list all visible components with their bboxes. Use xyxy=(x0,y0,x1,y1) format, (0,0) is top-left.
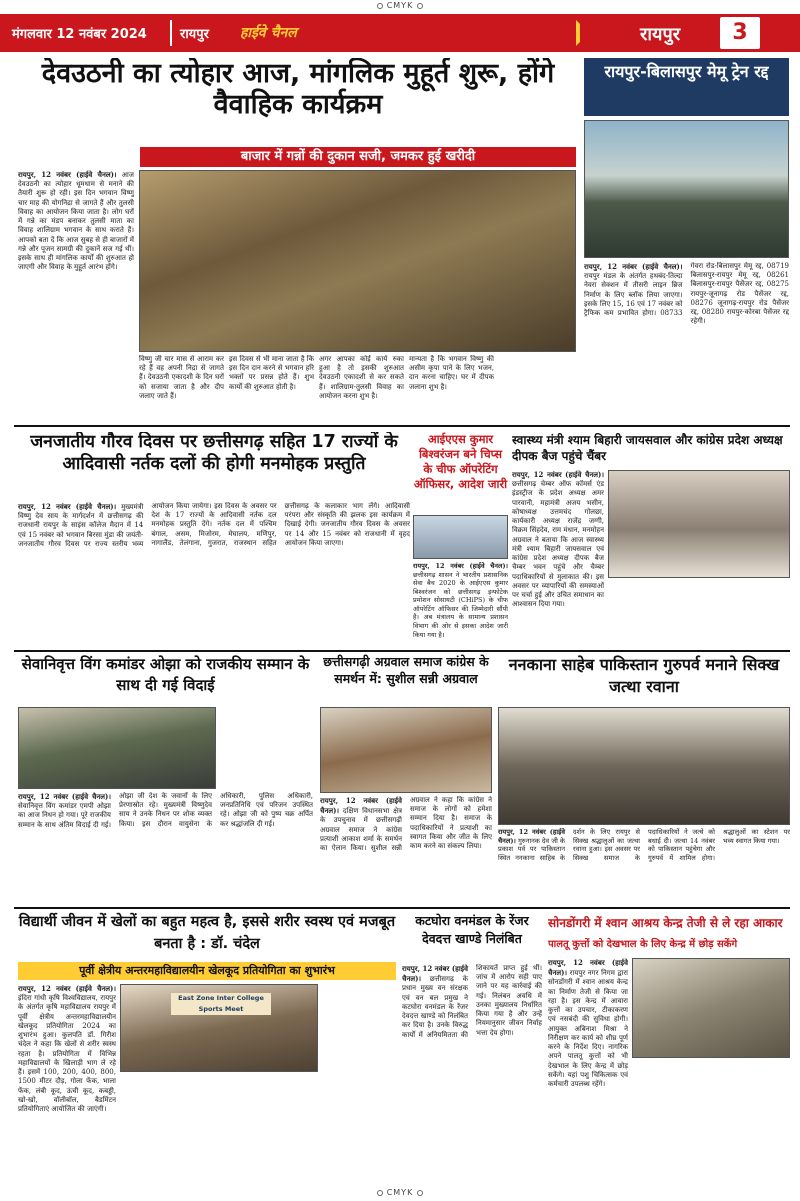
tribal-dateline: रायपुर, 12 नवंबर (हाईवे चैनल)। xyxy=(18,502,117,511)
ranger-dateline: रायपुर, 12 नवंबर (हाईवे चैनल)। xyxy=(402,964,468,984)
dog-dateline: रायपुर, 12 नवंबर (हाईवे चैनल)। xyxy=(548,958,628,978)
cmyk-mark-bottom: CMYK xyxy=(0,1188,800,1197)
rail-body xyxy=(584,262,789,420)
section-divider-3 xyxy=(14,907,790,909)
health-dateline: रायपुर, 12 नवंबर (हाईवे चैनल)। xyxy=(512,470,604,479)
section-divider xyxy=(14,425,790,427)
dog-subheadline: पालतू कुत्तों को देखभाल के लिए केन्द्र में छोड़ सकेंगे xyxy=(548,939,738,950)
rail-dateline: रायपुर, 12 नवंबर (हाईवे चैनल)। xyxy=(584,262,683,271)
agrawal-text: दक्षिण विधानसभा क्षेत्र के उपचुनाव में छत्तीसगढ़ी अग्रवाल समाज ने कांग्रेस प्रत्याशी आकाश शर्मा के समर्थन का ऐलान किया। सुशील सन्नी अग्रवाल ने कहा कि कांग्रेस ने समाज के लोगों को हमेशा सम्मान दिया है। समाज के पदाधिकारियों ने प्रत्याशी का स्वागत किया और जीत के लिए काम करने का संकल्प लिया। xyxy=(320,796,492,853)
lead-dateline: रायपुर, 12 नवंबर (हाईवे चैनल)। xyxy=(18,170,117,179)
agrawal-headline: छत्तीसगढ़ी अग्रवाल समाज कांग्रेस के समर्थन में: सुशील सन्नी अग्रवाल xyxy=(323,654,489,686)
cmyk-mark-top: CMYK xyxy=(0,1,800,10)
health-body xyxy=(512,470,604,648)
rail-headline: रायपुर-बिलासपुर मेमू ट्रेन रद्द xyxy=(584,58,789,116)
sports-body xyxy=(18,984,116,1169)
ias-photo-building xyxy=(413,515,508,559)
agrawal-photo xyxy=(320,707,492,793)
lead-headline: देवउठनी का त्योहार आज, मांगलिक मुहूर्त शुरू, होंगे वैवाहिक कार्यक्रम xyxy=(41,58,555,121)
page-tag-box xyxy=(580,14,800,52)
lead-body-col6 xyxy=(499,355,576,421)
section-divider-2 xyxy=(14,650,790,652)
ranger-headline: कटघोरा वनमंडल के रेंजर देवदत्त खाण्डे निलंबित xyxy=(415,913,529,946)
header-city: रायपुर xyxy=(180,27,209,42)
tribal-text: मुख्यमंत्री विष्णु देव साय के मार्गदर्शन में छत्तीसगढ़ की राजधानी रायपुर के साइंस कॉलेज मैदान में 14 एवं 15 नवंबर को भगवान बिरसा मुंडा की जयंती-जनजातीय गौरव दिवस पर राज्य स्तरीय भव्य आयोजन किया जायेगा। इस दिवस के अवसर पर देश के 17 राज्यों के आदिवासी नर्तक दल मनमोहक प्रस्तुति देंगे। नर्तक दल में पश्चिम बंगाल, असम, मिजोरम, मेघालय, मणिपुर, नागालैंड, तेलंगाना, गुजरात, राजस्थान सहित छत्तीसगढ़ के कलाकार भाग लेंगे। आदिवासी परंपरा और संस्कृति की झलक इस कार्यक्रम में दिखाई देगी। जनजातीय गौरव दिवस के अवसर पर 14 और 15 नवंबर को राजधानी में वृहद आयोजन किया जाएगा। xyxy=(18,502,410,548)
health-text: छत्तीसगढ़ चेम्बर ऑफ कॉमर्स एंड इंडस्ट्रीज के प्रदेश अध्यक्ष अमर पारवानी, महामंत्री अजय भसीन, कोषाध्यक्ष उत्तमचंद गोलछा, कार्यकारी अध्यक्ष राजेंद्र जग्गी, विक्रम सिंहदेव, राम मंधान, मनमोहन अग्रवाल ने बताया कि आज स्वास्थ्य मंत्री श्याम बिहारी जायसवाल एवं कांग्रेस प्रदेश अध्यक्ष दीपक बैज चैम्बर भवन पहुंचे और चैम्बर पदाधिकारियों से मुलाकात की। इस अवसर पर व्यापारियों की समस्याओं पर चर्चा हुई और उचित समाधान का आश्वासन दिया गया। xyxy=(512,480,604,609)
ojha-body xyxy=(18,792,313,902)
sports-subheadline: पूर्वी क्षेत्रीय अन्तरमहाविद्यालयीन खेलकूद प्रतियोगिता का शुभारंभ xyxy=(18,962,396,980)
dog-body xyxy=(548,958,628,1169)
sports-banner: East Zone Inter College Sports Meet xyxy=(171,993,271,1015)
dog-body-2 xyxy=(632,1060,790,1169)
agrawal-dateline: रायपुर, 12 नवंबर (हाईवे चैनल)। xyxy=(320,796,402,816)
lead-body-col4: अगर आपका कोई कार्य रुका हुआ है तो इसकी शुरुआत देवउठनी एकादशी से कर सकते हैं। शालिग्राम-तुलसी विवाह का आयोजन करना शुभ है। xyxy=(319,355,404,400)
dog-text: रायपुर नगर निगम द्वारा सोनडोंगरी में श्वान आश्रय केन्द्र का निर्माण तेजी से किया जा रहा है। इस केन्द्र में आवारा कुत्तों का उपचार, टीकाकरण एवं नसबंदी की सुविधा होगी। आयुक्त अबिनाश मिश्रा ने निरीक्षण कर कार्य को शीघ्र पूर्ण करने के निर्देश दिए। नागरिक अपने पालतू कुत्तों को भी देखभाल के लिए केन्द्र में छोड़ सकेंगे। यहां पशु चिकित्सक एवं कर्मचारी उपलब्ध रहेंगे। xyxy=(548,969,628,1089)
lead-text-1: आज देवउठनी का त्योहार धूमधाम से मनाने की तैयारी शुरू हो रही। इस दिन भगवान विष्णु चार माह की योगनिद्रा से जागते हैं और तुलसी विवाह का आयोजन किया जाता है। लोग घरों में गन्ने का मंडप बनाकर तुलसी माता का विवाह शालिग्राम भगवान के साथ कराते हैं। आपको बता दें कि आज सुबह से ही बाजारों में गन्ने और पूजन सामग्री की दुकानें सज गई थीं। इसके साथ ही मांगलिक कार्यों की शुरुआत हो जाएगी और विवाह के मुहूर्त आरंभ होंगे। xyxy=(18,171,134,272)
lead-photo-sugarcane-market xyxy=(139,170,576,352)
agrawal-body xyxy=(320,796,492,902)
page-number: 3 xyxy=(720,17,760,49)
ias-text: छत्तीसगढ़ शासन ने भारतीय प्रशासनिक सेवा बैच 2020 के आईएएस कुमार बिश्वरंजन को छत्तीसगढ़ इन्फोटेक प्रमोशन सोसायटी (CHiPS) के चीफ ऑपरेटिंग ऑफिसर की जिम्मेदारी सौंपी है। अब मंत्रालय के सामान्य प्रशासन विभाग की ओर से इसका आदेश जारी किया गया है। xyxy=(413,570,508,639)
lead-body-col5: मान्यता है कि भगवान विष्णु की असीम कृपा पाने के लिए भजन, दान करना चाहिए। घर में दीपक जलाना शुभ है। xyxy=(409,355,494,391)
sports-dateline: रायपुर, 12 नवंबर (हाईवे चैनल)। xyxy=(18,984,116,993)
ranger-body xyxy=(402,964,542,1169)
ojha-text: सेवानिवृत्त विंग कमांडर एमपी ओझा का आज निधन हो गया। पूरे राजकीय सम्मान के साथ अंतिम विदाई दी गई। ओझा जी देश के जवानों के लिए प्रेरणास्रोत रहे। मुख्यमंत्री विष्णुदेव साय ने उनके निधन पर शोक व्यक्त किया। इस दौरान वायुसेना के अधिकारी, पुलिस अधिकारी, जनप्रतिनिधि एवं परिजन उपस्थित रहे। ओझा जी को पुष्प चक्र अर्पित कर श्रद्धांजलि दी गई। xyxy=(18,792,313,829)
rail-text: रायपुर मंडल के अंतर्गत हथबंद-तिल्दा नेवरा सेक्शन में तीसरी लाइन ब्रिज निर्माण के लिए ब्लॉक लिया जाएगा। इसके लिए 15, 16 एवं 17 नवंबर को ट्रैफिक कम प्रभावित होगा। 08733 गेवरा रोड-बिलासपुर मेमू रद्द, 08719 बिलासपुर-रायपुर मेमू रद्द, 08261 बिलासपुर-रायपुर पैसेंजर रद्द, 08275 रायपुर-जूनागढ़ रोड पैसेंजर रद्द, 08276 जूनागढ़-रायपुर रोड पैसेंजर रद्द, 08280 रायपुर-कोरबा पैसेंजर रद्द रहेगी। xyxy=(584,262,789,326)
nankana-text: गुरुनानक देव जी के प्रकाश पर्व पर पाकिस्तान स्थित ननकाना साहिब के दर्शन के लिए रायपुर से सिक्ख श्रद्धालुओं का जत्था रवाना हुआ। इस अवसर पर सिक्ख समाज के पदाधिकारियों ने जत्थे को बधाई दी। जत्था 14 नवंबर को पाकिस्तान पहुंचेगा और गुरुपर्व में शामिल होगा। श्रद्धालुओं का स्टेशन पर भव्य स्वागत किया गया। xyxy=(498,828,790,863)
tribal-headline: जनजातीय गौरव दिवस पर छत्तीसगढ़ सहित 17 राज्यों के आदिवासी नर्तक दलों की होगी मनमोहक प्रस्तुति xyxy=(30,432,398,474)
health-body-2 xyxy=(608,580,790,648)
ojha-dateline: रायपुर, 12 नवंबर (हाईवे चैनल)। xyxy=(18,792,111,801)
lead-body-col1 xyxy=(18,170,134,420)
header-divider xyxy=(170,20,172,46)
nankana-dateline: रायपुर, 12 नवंबर (हाईवे चैनल)। xyxy=(498,828,565,845)
ojha-headline: सेवानिवृत्त विंग कमांडर ओझा को राजकीय सम्मान के साथ दी गई विदाई xyxy=(21,655,310,694)
ranger-text: छत्तीसगढ़ के प्रधान मुख्य वन संरक्षक एवं वन बल प्रमुख ने कटघोरा वनमंडल के रेंजर देवदत्त खाण्डे को निलंबित कर दिया है। उनके विरुद्ध कार्यों में अनियमितता की शिकायतें प्राप्त हुई थीं। जांच में आरोप सही पाए जाने पर यह कार्रवाई की गई। निलंबन अवधि में उनका मुख्यालय निर्धारित किया गया है और उन्हें नियमानुसार जीवन निर्वाह भत्ता देय होगा। xyxy=(402,964,542,1039)
sports-photo-inauguration xyxy=(120,984,318,1072)
health-photo-chamber xyxy=(608,470,790,578)
lead-body-col3: इस दिवस से भी माना जाता है कि इस दिन दान करने से भगवान हरि भक्तों पर प्रसन्न होते हैं। शुभ कार्यों की शुरुआत होती है। xyxy=(229,355,314,391)
nankana-photo-jatha xyxy=(498,707,790,825)
sports-text: इंदिरा गांधी कृषि विश्वविद्यालय, रायपुर के अंतर्गत कृषि महाविद्यालय रायपुर में पूर्वी क्षेत्रीय अन्तरमहाविद्यालयीन खेलकूद प्रतियोगिता 2024 का शुभारंभ हुआ। कुलपति डॉ. गिरीश चंदेल ने कहा कि खेलों से शरीर स्वस्थ रहता है। प्रतियोगिता में विभिन्न महाविद्यालयों के खिलाड़ी भाग ले रहे हैं। इसमें 100, 200, 400, 800, 1500 मीटर दौड़, गोला फेंक, भाला फेंक, लंबी कूद, ऊंची कूद, कबड्डी, खो-खो, वॉलीबॉल, बैडमिंटन प्रतियोगिताएं आयोजित की जाएंगी। xyxy=(18,994,116,1114)
ias-body xyxy=(413,562,508,648)
nankana-headline: ननकाना साहेब पाकिस्तान गुरुपर्व मनाने सिक्ख जत्था रवाना xyxy=(508,655,780,697)
dog-photo-site xyxy=(632,958,790,1058)
rail-photo-train xyxy=(584,120,789,258)
page-header xyxy=(0,14,800,52)
lead-subheadline: बाजार में गन्नों की दुकान सजी, जमकर हुई खरीदी xyxy=(140,147,576,167)
dog-headline: सोनडोंगरी में श्वान आश्रय केन्द्र तेजी से ले रहा आकार xyxy=(548,916,783,930)
masthead-logo: हाईवे चैनल xyxy=(240,25,297,41)
tribal-body xyxy=(18,502,410,647)
nankana-body xyxy=(498,828,790,902)
ias-headline: आईएएस कुमार बिश्वरंजन बने चिप्स के चीफ ऑपरेटिंग ऑफिसर, आदेश जारी xyxy=(413,432,508,491)
health-headline: स्वास्थ्य मंत्री श्याम बिहारी जायसवाल और कांग्रेस प्रदेश अध्यक्ष दीपक बैज पहुंचे चैंबर xyxy=(512,433,783,464)
ias-dateline: रायपुर, 12 नवंबर (हाईवे चैनल)। xyxy=(413,562,508,570)
lead-body-col2: विष्णु जी चार मास से आराम कर रहे हैं वह अपनी निद्रा से जागते हैं। देवउठनी एकादशी के दिन घरों को सजाया जाता है और दीप जलाए जाते हैं। xyxy=(139,355,224,400)
issue-date: मंगलवार 12 नवंबर 2024 xyxy=(12,27,147,42)
sports-headline: विद्यार्थी जीवन में खेलों का बहुत महत्व है, इससे शरीर स्वस्थ एवं मजबूत बनता है : डॉ. चंदेल xyxy=(18,914,396,952)
page-city: रायपुर xyxy=(640,24,681,45)
ojha-photo-ceremony xyxy=(18,707,216,789)
sports-body-2 xyxy=(120,1075,396,1169)
